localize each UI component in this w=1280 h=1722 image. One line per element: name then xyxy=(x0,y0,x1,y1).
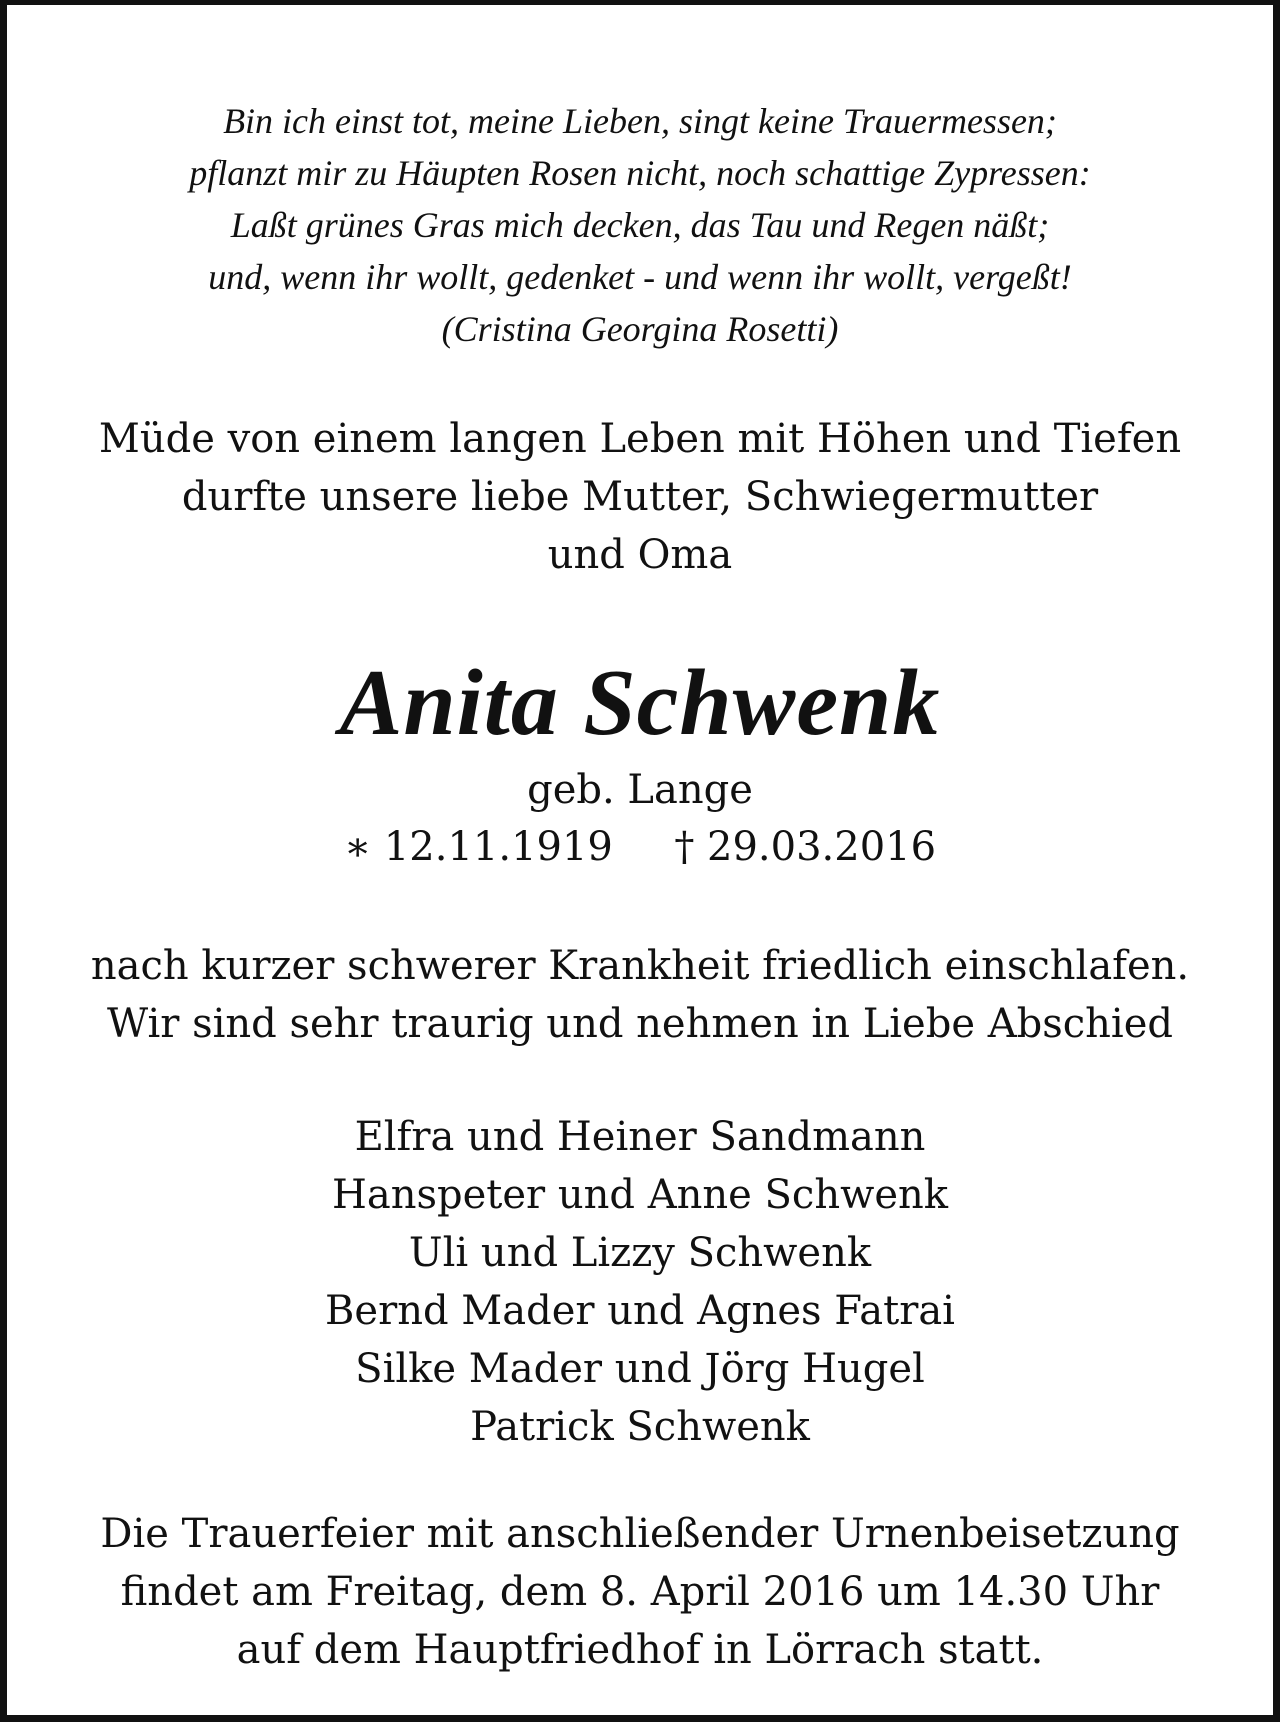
intro-text xyxy=(0,410,1280,584)
family-list xyxy=(0,1108,1280,1456)
poem-author: (Cristina Georgina Rosetti) xyxy=(441,309,839,349)
family-member: Hanspeter und Anne Schwenk xyxy=(332,1172,948,1218)
ceremony-line: auf dem Hauptfriedhof in Lörrach statt. xyxy=(236,1627,1044,1673)
outro-line: Wir sind sehr traurig und nehmen in Liebe Abschied xyxy=(107,1001,1173,1047)
family-member: Bernd Mader und Agnes Fatrai xyxy=(325,1288,955,1334)
deceased-name: Anita Schwenk xyxy=(339,651,941,755)
ceremony-line: Die Trauerfeier mit anschließender Urnenbeisetzung xyxy=(100,1511,1180,1557)
family-member: Uli und Lizzy Schwenk xyxy=(408,1230,872,1276)
birth-date: 12.11.1919 xyxy=(383,824,613,870)
poem-quote xyxy=(0,95,1280,355)
poem-line: pflanzt mir zu Häupten Rosen nicht, noch schattige Zypressen: xyxy=(189,153,1091,193)
outro-line: nach kurzer schwerer Krankheit friedlich einschlafen. xyxy=(90,943,1190,989)
death-date: 29.03.2016 xyxy=(707,824,937,870)
poem-line: Laßt grünes Gras mich decken, das Tau und Regen näßt; xyxy=(230,205,1050,245)
birth-star-icon: ∗ xyxy=(343,824,372,870)
ceremony-info xyxy=(0,1505,1280,1679)
intro-line: und Oma xyxy=(547,532,733,578)
family-member: Elfra und Heiner Sandmann xyxy=(354,1114,926,1160)
intro-line: Müde von einem langen Leben mit Höhen und Tiefen xyxy=(98,416,1182,462)
poem-line: Bin ich einst tot, meine Lieben, singt keine Trauermessen; xyxy=(223,101,1057,141)
life-dates xyxy=(0,819,1280,875)
family-member: Silke Mader und Jörg Hugel xyxy=(355,1346,925,1392)
ceremony-line: findet am Freitag, dem 8. April 2016 um 14.30 Uhr xyxy=(120,1569,1160,1615)
family-member: Patrick Schwenk xyxy=(470,1404,810,1450)
outro-text xyxy=(0,937,1280,1053)
maiden-name: geb. Lange xyxy=(527,767,753,813)
death-cross-icon: † xyxy=(674,824,695,870)
intro-line: durfte unsere liebe Mutter, Schwiegermutter xyxy=(181,474,1099,520)
poem-line: und, wenn ihr wollt, gedenket - und wenn ihr wollt, vergeßt! xyxy=(208,257,1072,297)
